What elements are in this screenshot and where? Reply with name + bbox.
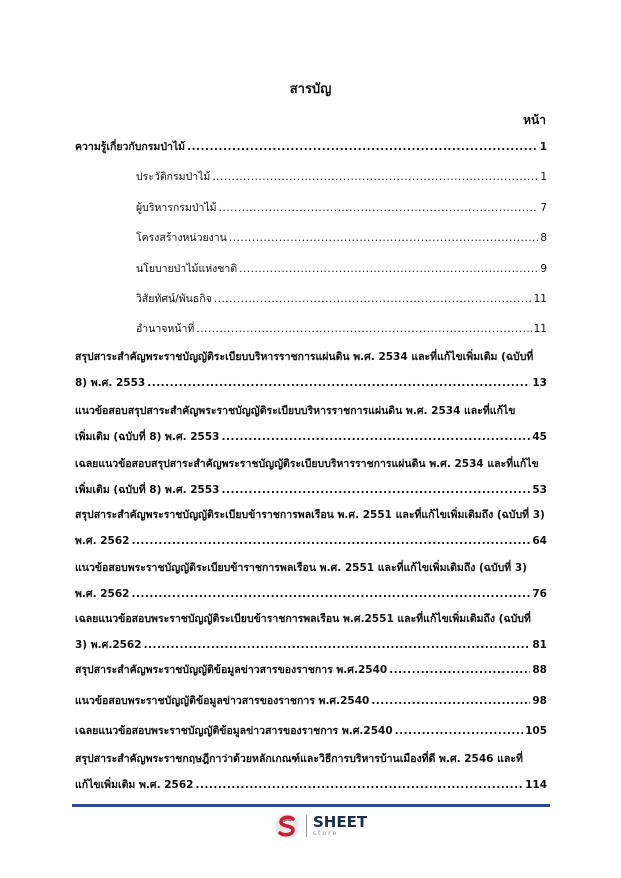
- toc-page-number: 11: [533, 323, 547, 335]
- toc-subsection-text: ประวัติกรมป่าไม้: [136, 171, 211, 183]
- toc-page-number: 9: [540, 263, 547, 275]
- toc-page-number: 13: [532, 377, 547, 389]
- leader-dots: [239, 262, 538, 276]
- leader-dots: [195, 778, 523, 792]
- toc-page-number: 105: [525, 725, 547, 737]
- toc-entry-line2: พ.ศ. 2562: [75, 535, 130, 547]
- toc-page-number: 114: [525, 779, 547, 791]
- toc-subsection[interactable]: [136, 292, 547, 306]
- toc-subsection[interactable]: [136, 170, 547, 184]
- toc-entry[interactable]: [75, 752, 547, 792]
- toc-subsection-text: โครงสร้างหน่วยงาน: [136, 232, 227, 244]
- leader-dots: [214, 292, 532, 306]
- toc-subsection-text: วิสัยทัศน์/พันธกิจ: [136, 293, 212, 305]
- toc-entry-line2: 3) พ.ศ.2562: [75, 639, 142, 651]
- toc-entry-line1: เฉลยแนวข้อสอบสรุปสาระสำคัญพระราชบัญญัติระเบียบบริหารราชการแผ่นดิน พ.ศ. 2534 และที่แก้ไข: [75, 458, 539, 470]
- leader-dots: [229, 231, 538, 245]
- toc-section-text: ความรู้เกี่ยวกับกรมป่าไม้: [75, 141, 186, 153]
- toc-entry-line1: แนวข้อสอบสรุปสาระสำคัญพระราชบัญญัติระเบียบบริหารราชการแผ่นดิน พ.ศ. 2534 และที่แก้ไข: [75, 405, 516, 417]
- leader-dots: [131, 587, 530, 601]
- toc-entry-line1: แนวข้อสอบพระราชบัญญัติระเบียบข้าราชการพลเรือน พ.ศ. 2551 และที่แก้ไขเพิ่มเติมถึง (ฉบับที่ 3): [75, 562, 527, 574]
- toc-entry-line2: แก้ไขเพิ่มเติม พ.ศ. 2562: [75, 779, 194, 791]
- sheet-store-logo: [274, 812, 367, 840]
- toc-entry[interactable]: [75, 612, 547, 652]
- leader-dots: [187, 140, 538, 154]
- toc-entry-line1: สรุปสาระสำคัญพระราชกฤษฎีกาว่าด้วยหลักเกณฑ์และวิธีการบริหารบ้านเมืองที่ดี พ.ศ. 2546 และที่: [75, 753, 523, 765]
- toc-page-number: 1: [539, 141, 547, 153]
- toc-page-number: 81: [532, 639, 547, 651]
- toc-page-number: 1: [540, 171, 547, 183]
- footer-divider: [72, 804, 550, 807]
- toc-page-number: 7: [540, 202, 547, 214]
- toc-entry-line2: สรุปสาระสำคัญพระราชบัญญัติข้อมูลข่าวสารของราชการ พ.ศ.2540: [75, 664, 388, 676]
- toc-page-number: 88: [532, 664, 547, 676]
- page-title: สารบัญ: [289, 82, 332, 97]
- page-column-label: หน้า: [523, 113, 546, 127]
- toc-page-number: 53: [532, 484, 547, 496]
- toc-subsection[interactable]: [136, 201, 547, 215]
- logo-separator: [306, 815, 307, 837]
- leader-dots: [131, 534, 530, 548]
- toc-subsection[interactable]: [136, 231, 547, 245]
- toc-entry[interactable]: [75, 694, 547, 708]
- logo-text: [313, 815, 367, 837]
- leader-dots: [196, 322, 531, 336]
- toc-subsection-text: นโยบายป่าไม้แห่งชาติ: [136, 263, 238, 275]
- logo-sub: store: [313, 830, 339, 837]
- toc-page-number: 11: [533, 293, 547, 305]
- leader-dots: [221, 483, 530, 497]
- toc-entry[interactable]: [75, 508, 547, 548]
- toc-entry-line2: 8) พ.ศ. 2553: [75, 377, 146, 389]
- toc-entry-line2: เพิ่มเติม (ฉบับที่ 8) พ.ศ. 2553: [75, 431, 220, 443]
- toc-page-number: 8: [540, 232, 547, 244]
- toc-entry[interactable]: [75, 350, 547, 390]
- sheet-logo-icon: [274, 812, 300, 840]
- toc-page-number: 64: [532, 535, 547, 547]
- leader-dots: [389, 663, 530, 677]
- toc-subsection[interactable]: [136, 322, 547, 336]
- toc-entry-line2: แนวข้อสอบพระราชบัญญัติข้อมูลข่าวสารของราชการ พ.ศ.2540: [75, 695, 370, 707]
- toc-entry-line2: เฉลยแนวข้อสอบพระราชบัญญัติข้อมูลข่าวสารของราชการ พ.ศ.2540: [75, 725, 393, 737]
- toc-page-number: 98: [532, 695, 547, 707]
- toc-entry[interactable]: [75, 663, 547, 677]
- toc-page-number: 45: [532, 431, 547, 443]
- toc-section[interactable]: [75, 140, 547, 154]
- toc-page-number: 76: [532, 588, 547, 600]
- toc-entry[interactable]: [75, 724, 547, 738]
- toc-entry-line1: สรุปสาระสำคัญพระราชบัญญัติระเบียบข้าราชการพลเรือน พ.ศ. 2551 และที่แก้ไขเพิ่มเติมถึง (ฉบับที่ 3): [75, 509, 545, 521]
- toc-subsection-text: ผู้บริหารกรมป่าไม้: [136, 202, 217, 214]
- toc-entry[interactable]: [75, 404, 547, 444]
- leader-dots: [147, 376, 530, 390]
- leader-dots: [212, 170, 538, 184]
- toc-entry-line2: พ.ศ. 2562: [75, 588, 130, 600]
- leader-dots: [395, 724, 523, 738]
- leader-dots: [221, 430, 530, 444]
- toc-subsection[interactable]: [136, 262, 547, 276]
- leader-dots: [144, 638, 531, 652]
- toc-entry-line1: สรุปสาระสำคัญพระราชบัญญัติระเบียบบริหารราชการแผ่นดิน พ.ศ. 2534 และที่แก้ไขเพิ่มเติม (ฉบับที่: [75, 351, 534, 363]
- leader-dots: [371, 694, 530, 708]
- logo-brand: SHEET: [313, 813, 368, 831]
- toc-entry[interactable]: [75, 457, 547, 497]
- toc-entry-line2: เพิ่มเติม (ฉบับที่ 8) พ.ศ. 2553: [75, 484, 220, 496]
- leader-dots: [219, 201, 539, 215]
- toc-entry[interactable]: [75, 561, 547, 601]
- toc-entry-line1: เฉลยแนวข้อสอบพระราชบัญญัติระเบียบข้าราชการพลเรือน พ.ศ.2551 และที่แก้ไขเพิ่มเติมถึง (ฉบับที่: [75, 613, 531, 625]
- toc-subsection-text: อำนาจหน้าที่: [136, 323, 195, 335]
